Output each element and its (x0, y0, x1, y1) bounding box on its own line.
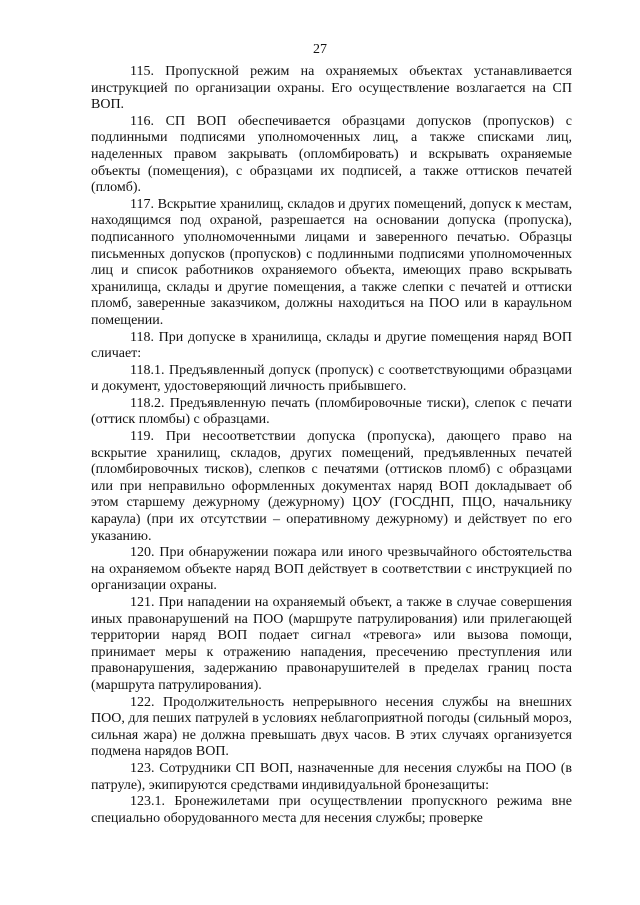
paragraph-118-1: 118.1. Предъявленный допуск (пропуск) с соответствующими образцами и документ, удостоверяющий личность прибывшего. (91, 362, 572, 395)
paragraph-123-1: 123.1. Бронежилетами при осуществлении пропускного режима вне специально оборудованного места для несения службы; проверке (91, 794, 572, 826)
paragraph-119: 119. При несоответствии допуска (пропуска), дающего право на вскрытие хранилищ, складов, других помещений, предъявленных печатей (пломбировочных тисков), слепков с печатями (оттисков пломб) с образцами или при неправильно оформленных документах наряд ВОП докладывает об этом старшему дежурному (дежурному) ЦОУ (ГОСДНП, ПЦО, начальнику караула) (при их отсутствии – оперативному дежурному) и действует по его указанию. (91, 429, 572, 544)
document-body (91, 64, 572, 827)
paragraph-121: 121. При нападении на охраняемый объект, а также в случае совершения иных правонарушений на ПОО (маршруте патрулирования) или прилегающей территории наряд ВОП подает сигнал «тревога» или вызова помощи, принимает меры к отражению нападения, пресечению преступления или правонарушения, задержанию правонарушителей в пределах границ поста (маршрута патрулирования). (91, 595, 572, 693)
paragraph-117: 117. Вскрытие хранилищ, складов и других помещений, допуск к местам, находящимся под охраной, разрешается на основании допуска (пропуска), подписанного уполномоченными лицами и заверенного печатью. Образцы письменных допусков (пропусков) с подлинными подписями уполномоченных лиц и список работников охраняемого объекта, имеющих право вскрывать хранилища, склады и другие помещения, а также слепки с печатей и оттиски пломб, заверенные заказчиком, должны находиться на ПОО или в караульном помещении. (91, 196, 572, 328)
paragraph-123: 123. Сотрудники СП ВОП, назначенные для несения службы на ПОО (в патруле), экипируются средствами индивидуальной бронезащиты: (91, 760, 572, 793)
paragraph-118: 118. При допуске в хранилища, склады и другие помещения наряд ВОП сличает: (91, 329, 572, 362)
page-number: 27 (313, 42, 327, 57)
paragraph-118-2: 118.2. Предъявленную печать (пломбировочные тиски), слепок с печати (оттиск пломбы) с образцами. (91, 395, 572, 428)
paragraph-116: 116. СП ВОП обеспечивается образцами допусков (пропусков) с подлинными подписями уполномоченных лиц, а также списками лиц, наделенных правом закрывать (опломбировать) и вскрывать охраняемые объекты (помещения), с образцами их подписей, а также оттисков печатей (пломб). (91, 113, 572, 196)
paragraph-122: 122. Продолжительность непрерывного несения службы на внешних ПОО, для пеших патрулей в условиях неблагоприятной погоды (сильный мороз, сильная жара) не должна превышать двух часов. В этих случаях организуется подмена нарядов ВОП. (91, 694, 572, 760)
paragraph-115: 115. Пропускной режим на охраняемых объектах устанавливается инструкцией по организации охраны. Его осуществление возлагается на СП ВОП. (91, 64, 572, 113)
paragraph-120: 120. При обнаружении пожара или иного чрезвычайного обстоятельства на охраняемом объекте наряд ВОП действует в соответствии с инструкцией по организации охраны. (91, 545, 572, 594)
